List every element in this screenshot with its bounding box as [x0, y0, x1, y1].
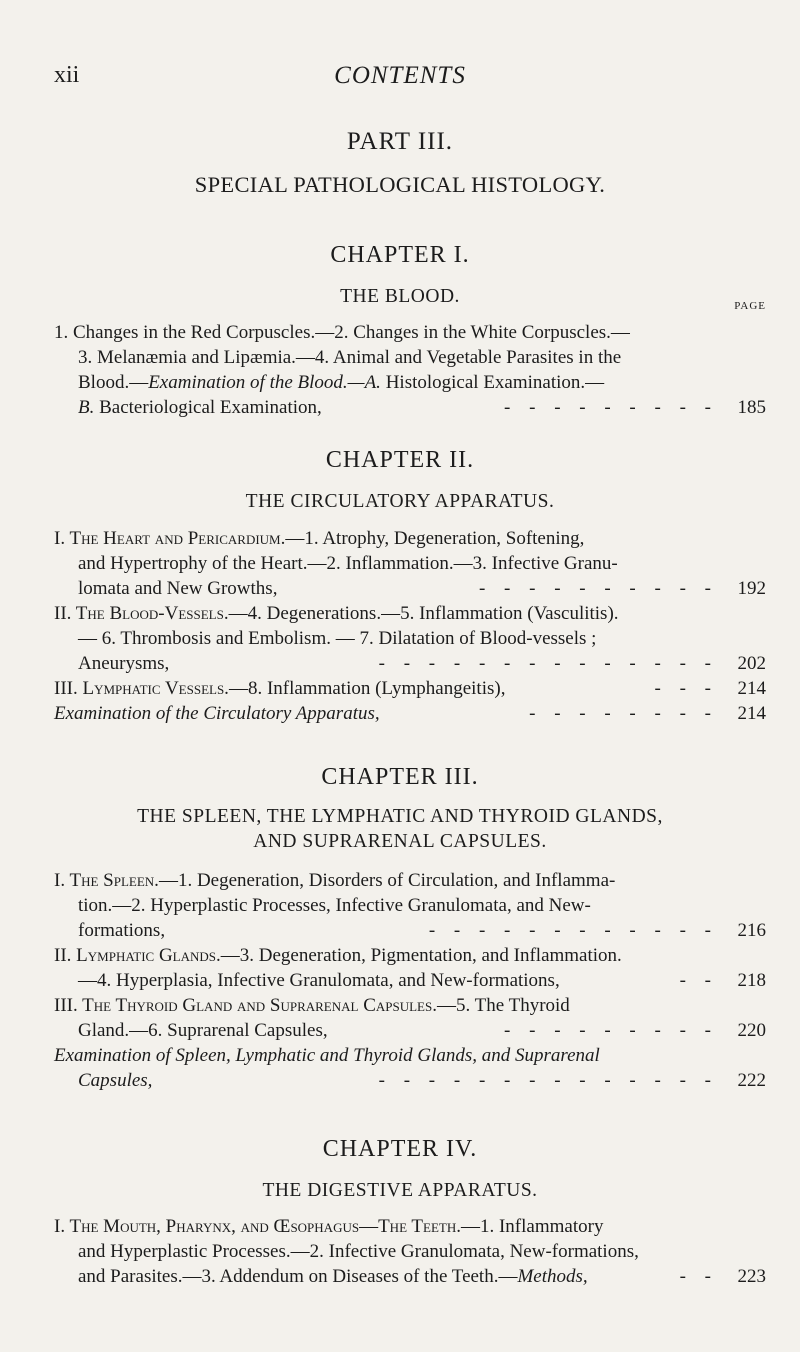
page-number: 218 — [737, 970, 766, 991]
page-number: 202 — [737, 653, 766, 674]
toc-entry-thyroid: III. The Thyroid Gland and Suprarenal Capsules.—5. The Thyroid Gland.—6. Suprarenal Capsules, - - - - - - - - - 220 — [54, 995, 766, 1041]
toc-entry-blood — [54, 320, 766, 420]
page-folio: xii — [54, 62, 80, 88]
chapter-3-title-line: AND SUPRARENAL CAPSULES. — [253, 831, 547, 852]
toc-entry-spleen-exam: Examination of Spleen, Lymphatic and Thyroid Glands, and Suprarenal Capsules, - - - - - - - - - - - - - - 222 — [54, 1045, 766, 1091]
toc-entry-mouth: I. The Mouth, Pharynx, and Œsophagus—The Teeth.—1. Inflammatory and Hyperplastic Processes.—2. Infective Granulomata, New-formations, and Parasites.—3. Addendum on Diseases of the Teeth.—Methods, - - 223 — [54, 1216, 766, 1287]
entry-line: Blood.—Examination of the Blood.—A. Histological Examination.— — [78, 372, 605, 393]
chapter-1-heading: CHAPTER I. — [330, 242, 470, 268]
page-number: 192 — [737, 578, 766, 599]
page-number: 222 — [737, 1070, 766, 1091]
chapter-4-heading: CHAPTER IV. — [322, 1136, 478, 1162]
part-heading: PART III. — [346, 128, 454, 155]
running-head — [0, 62, 800, 94]
toc-entry-blood-vessels: II. The Blood-Vessels.—4. Degenerations.—5. Inflammation (Vasculitis). — 6. Thrombosis and Embolism. — 7. Dilatation of Blood-vessels ; Aneurysms, - - - - - - - - - - - - - - 202 — [54, 603, 766, 674]
toc-entry-circulatory-exam: Examination of the Circulatory Apparatus, - - - - - - - - 214 — [54, 703, 766, 724]
chapter-2-title: THE CIRCULATORY APPARATUS. — [245, 491, 555, 512]
page-number: 216 — [737, 920, 766, 941]
toc-entry-lymphatic-glands: II. Lymphatic Glands.—3. Degeneration, Pigmentation, and Inflammation. —4. Hyperplasia, Infective Granulomata, and New-formations, - - 218 — [54, 945, 766, 991]
chapter-3-heading: CHAPTER III. — [321, 764, 479, 790]
entry-line: 1. Changes in the Red Corpuscles.—2. Changes in the White Corpuscles.— — [54, 322, 630, 343]
chapter-3-title-line: THE SPLEEN, THE LYMPHATIC AND THYROID GLANDS, — [137, 806, 663, 827]
entry-line: B. Bacteriological Examination, - - - - - - - - - 185 — [78, 397, 766, 418]
page-number: 223 — [737, 1266, 766, 1287]
chapter-1-title: THE BLOOD. — [340, 286, 460, 307]
chapter-4-title: THE DIGESTIVE APPARATUS. — [262, 1180, 538, 1201]
page-column-label: PAGE — [734, 300, 766, 312]
running-title: CONTENTS — [334, 62, 466, 89]
page-number: 220 — [737, 1020, 766, 1041]
toc-entry-heart: I. The Heart and Pericardium.—1. Atrophy, Degeneration, Softening, and Hypertrophy of the Heart.—2. Inflammation.—3. Infective Granu- lomata and New Growths, - - - - - - - - - - 192 — [54, 528, 766, 599]
part-subtitle: SPECIAL PATHOLOGICAL HISTOLOGY. — [194, 172, 606, 197]
page-number: 214 — [737, 703, 766, 724]
page-number: 214 — [737, 678, 766, 699]
page-number: 185 — [737, 397, 766, 418]
toc-entry-spleen: I. The Spleen.—1. Degeneration, Disorders of Circulation, and Inflamma- tion.—2. Hyperplastic Processes, Infective Granulomata, and New- formations, - - - - - - - - - - - - 216 — [54, 870, 766, 941]
chapter-2-heading: CHAPTER II. — [325, 447, 475, 473]
toc-entry-lymphatic-vessels: III. Lymphatic Vessels.—8. Inflammation (Lymphangeitis), - - - 214 — [54, 678, 766, 699]
entry-line: 3. Melanæmia and Lipæmia.—4. Animal and Vegetable Parasites in the — [78, 347, 622, 368]
